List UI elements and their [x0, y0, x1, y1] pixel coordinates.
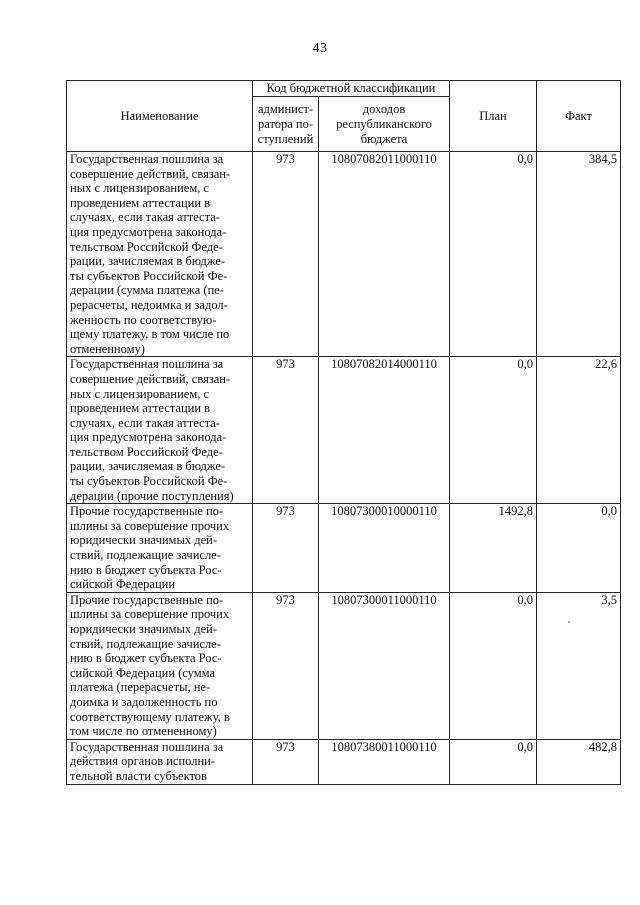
- row-income-code: 10807300010000110: [319, 504, 450, 593]
- row-administrator-code: 973: [253, 504, 319, 593]
- row-plan: 1492,8: [450, 504, 537, 593]
- row-name: Прочие государственные по- шлины за совершение прочих юридически значимых дей- ствий, подлежащие зачисле- нию в бюджет субъекта Рос- сийской Федерации (сумма платежа (перерасчеты, не- доимка и задолженность по соответствующему платежу, в том числе по отмененному): [67, 592, 253, 739]
- row-income-code: 10807300011000110: [319, 592, 450, 739]
- page-number: 43: [312, 41, 328, 56]
- row-administrator-code: 973: [253, 357, 319, 504]
- row-name: Прочие государственные по- шлины за совершение прочих юридически значимых дей- ствий, подлежащие зачисле- нию в бюджет субъекта Рос- сийской Федерации: [67, 504, 253, 593]
- table-row: [67, 357, 621, 504]
- row-administrator-code: 973: [253, 739, 319, 784]
- row-plan: 0,0: [450, 152, 537, 357]
- row-fact: 3,5: [537, 592, 621, 739]
- row-plan: 0,0: [450, 739, 537, 784]
- scan-speck: [568, 621, 570, 623]
- table-row: [67, 504, 621, 593]
- column-header-fact: Факт: [537, 81, 621, 152]
- row-administrator-code: 973: [253, 592, 319, 739]
- table-row: [67, 739, 621, 784]
- column-header-plan: План: [450, 81, 537, 152]
- budget-table: [66, 80, 621, 785]
- row-plan: 0,0: [450, 357, 537, 504]
- column-header-classification: Код бюджетной классификации: [253, 81, 450, 97]
- table-row: [67, 592, 621, 739]
- column-header-name: Наименование: [67, 81, 253, 152]
- table-header-row: [67, 81, 621, 97]
- row-name: Государственная пошлина за действия органов исполни- тельной власти субъектов: [67, 739, 253, 784]
- column-header-administrator: админист- ратора по- ступлений: [253, 97, 319, 152]
- row-plan: 0,0: [450, 592, 537, 739]
- row-income-code: 10807380011000110: [319, 739, 450, 784]
- row-name: Государственная пошлина за совершение действий, связан- ных с лицензированием, с проведением аттестации в случаях, если такая аттеста- ция предусмотрена законода- тельством Российской Феде- рации, зачисляемая в бюдже- ты субъектов Российской Фе- дерации (сумма платежа (пе- рерасчеты, недоимка и задол- женность по соответствую- щему платежу, в том числе по отмененному): [67, 152, 253, 357]
- table-row: [67, 152, 621, 357]
- column-header-income-code: доходов республиканского бюджета: [319, 97, 450, 152]
- row-income-code: 10807082011000110: [319, 152, 450, 357]
- row-income-code: 10807082014000110: [319, 357, 450, 504]
- row-fact: 0,0: [537, 504, 621, 593]
- row-fact: 384,5: [537, 152, 621, 357]
- row-fact: 482,8: [537, 739, 621, 784]
- row-administrator-code: 973: [253, 152, 319, 357]
- row-fact: 22,6: [537, 357, 621, 504]
- row-name: Государственная пошлина за совершение действий, связан- ных с лицензированием, с проведением аттестации в случаях, если такая аттеста- ция предусмотрена законода- тельством Российской Феде- рации, зачисляемая в бюдже- ты субъектов Российской Фе- дерации (прочие поступления): [67, 357, 253, 504]
